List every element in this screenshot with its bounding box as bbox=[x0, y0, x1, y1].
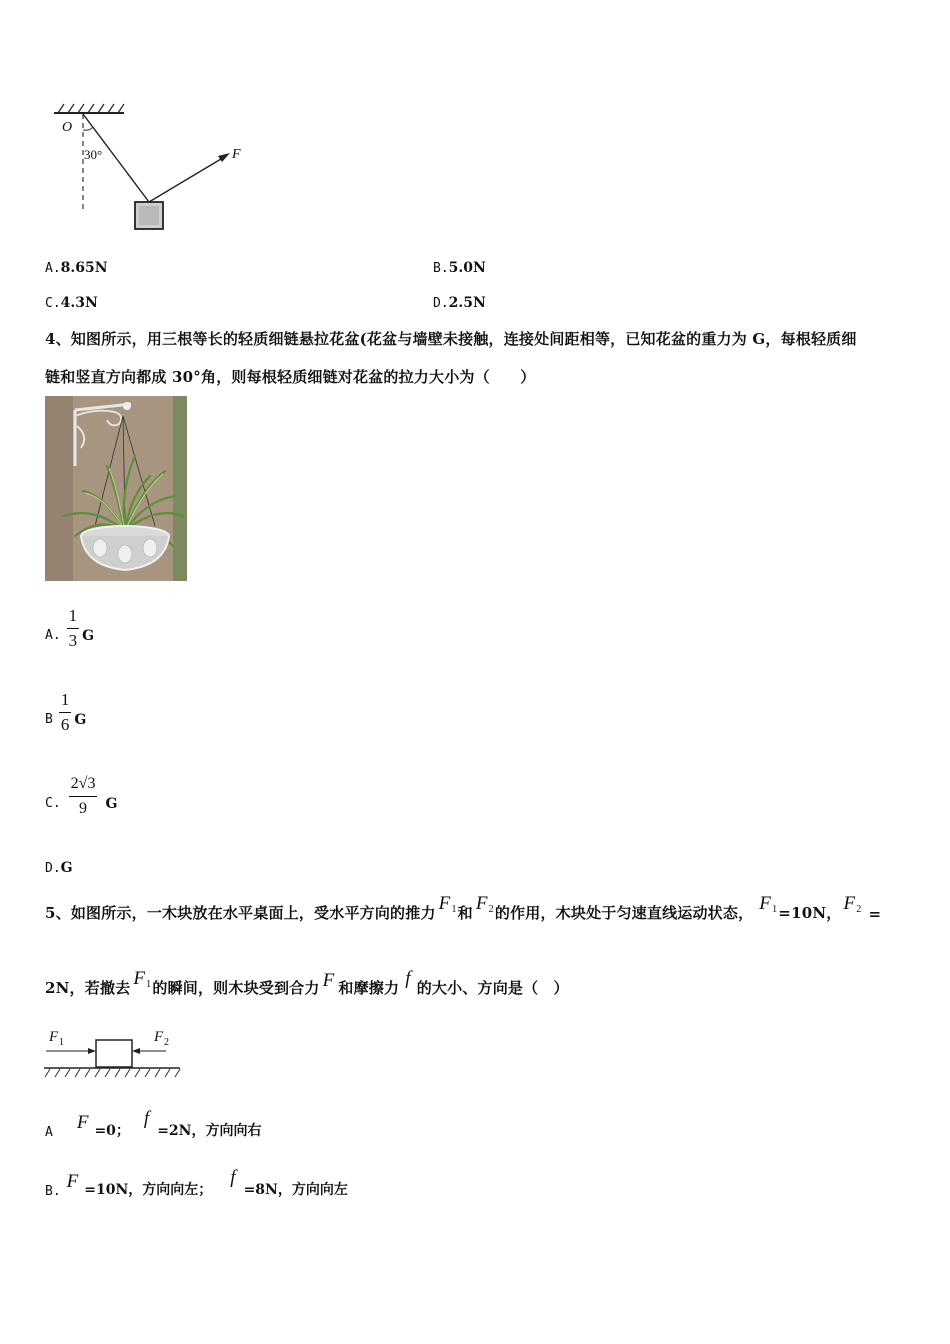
fraction-one-sixth: $\frac{1}{6}$ bbox=[60, 690, 70, 734]
q4-option-c[interactable]: C. $\frac{2√3}{9}$ G bbox=[45, 775, 118, 817]
q5-text-line1: 5、如图所示，一木块放在水平桌面上，受水平方向的推力 $F_1$ 和 $F_2$ 的作用，木块处于匀速直线运动状态， $F_1$ =10N， $F_2$ = bbox=[45, 893, 882, 923]
svg-text:F: F bbox=[49, 1029, 59, 1045]
q5-option-b[interactable]: B. F =10N，方向向左； f =8N，方向向左 bbox=[45, 1167, 348, 1199]
fraction-one-third: $\frac{1}{3}$ bbox=[68, 606, 78, 650]
fraction-two-root-three-ninths: $\frac{2√3}{9}$ bbox=[70, 775, 96, 817]
svg-text:F: F bbox=[154, 1029, 164, 1045]
q4-text-line1: 4、知图所示，用三根等长的轻质细链悬拉花盆(花盆与墙壁未接触，连接处间距相等，已知花盆的重力为 G，每根轻质细 bbox=[45, 330, 857, 348]
q4-option-a[interactable]: A. $\frac{1}{3}$ G bbox=[45, 606, 95, 650]
hanging-basket-photo bbox=[45, 396, 187, 581]
figure-block-pulled bbox=[48, 100, 248, 235]
q5-option-a[interactable]: A F =0； f =2N，方向向右 bbox=[45, 1108, 262, 1140]
figure-block-two-forces bbox=[44, 1024, 184, 1082]
svg-text:2: 2 bbox=[164, 1037, 169, 1048]
option-a[interactable]: A.8.65N bbox=[45, 260, 108, 276]
q4-text-line2: 链和竖直方向都成 30°角，则每根轻质细链对花盆的拉力大小为（ ） bbox=[45, 368, 536, 386]
svg-text:1: 1 bbox=[59, 1037, 64, 1048]
q4-option-b[interactable]: B $\frac{1}{6}$ G bbox=[45, 690, 87, 734]
label-angle: 30° bbox=[84, 147, 103, 162]
option-c[interactable]: C.4.3N bbox=[45, 295, 98, 311]
option-b[interactable]: B.5.0N bbox=[433, 260, 486, 276]
label-o: O bbox=[62, 120, 73, 135]
label-f: F bbox=[232, 147, 241, 162]
q4-option-d[interactable]: D.G bbox=[45, 860, 73, 876]
q5-text-line2: 2N，若撤去 $F_1$ 的瞬间，则木块受到合力 F 和摩擦力 f 的大小、方向是（ ） bbox=[45, 968, 569, 997]
option-d[interactable]: D.2.5N bbox=[433, 295, 486, 311]
